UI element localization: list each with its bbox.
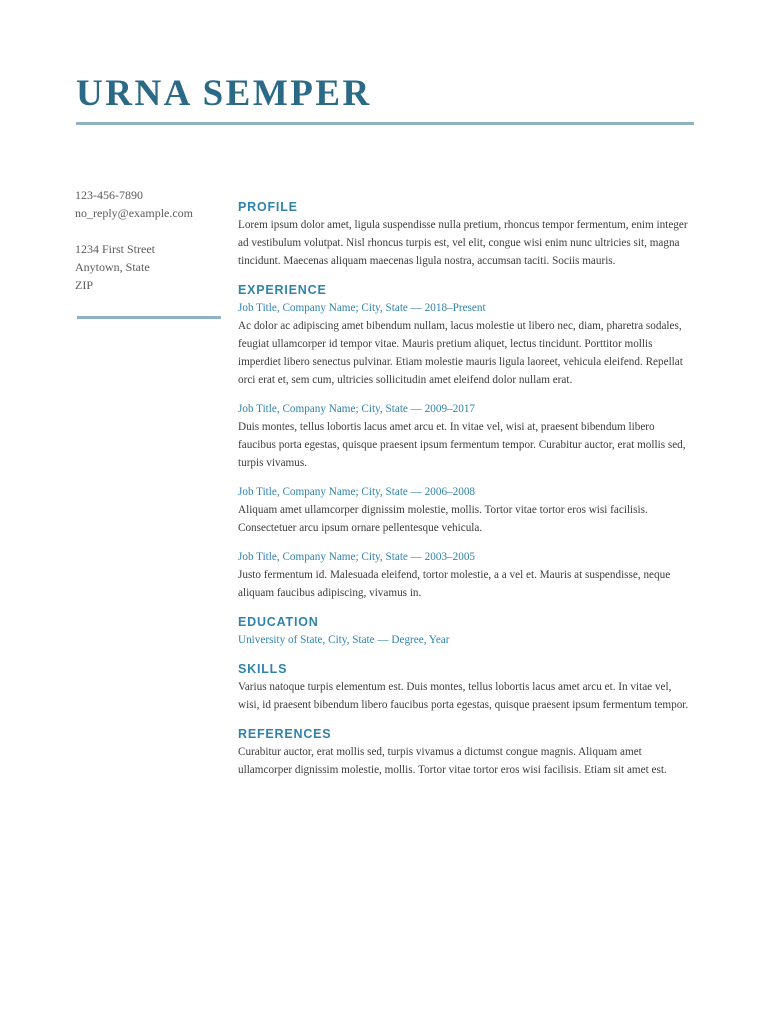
references-text: Curabitur auctor, erat mollis sed, turpis vivamus a dictumst congue magnis. Aliquam amet ullamcorper dignissim molestie, mollis. Tortor vitae tortor eros wisi facilisis. Etiam sit amet est. <box>238 746 667 776</box>
experience-heading: EXPERIENCE <box>238 283 327 297</box>
job-entry <box>238 483 694 537</box>
profile-section <box>238 198 694 270</box>
header-divider <box>76 122 694 125</box>
email-address: no_reply@example.com <box>75 206 194 220</box>
phone-number: 123-456-7890 <box>75 188 143 202</box>
skills-text: Varius natoque turpis elementum est. Duis montes, tellus lobortis lacus amet arcu et. In vitae vel, wisi, id praesent bibendum libero faucibus porta egestas, quisque praesent ipsum fermentum tempor. <box>238 681 689 711</box>
job-entry <box>238 548 694 602</box>
profile-heading: PROFILE <box>238 200 298 214</box>
education-heading: EDUCATION <box>238 615 319 629</box>
job-heading: Job Title, Company Name; City, State — 2006–2008 <box>238 486 476 498</box>
education-section <box>238 613 694 649</box>
address-city-state: Anytown, State <box>75 260 150 274</box>
education-entry: University of State, City, State — Degree, Year <box>238 634 450 646</box>
job-description: Duis montes, tellus lobortis lacus amet arcu et. In vitae vel, wisi at, praesent bibendum libero faucibus porta egestas, quisque praesent ipsum fermentum tempor. Curabitur auctor, erat mollis sed, turpis vivamus. <box>238 421 686 469</box>
address-street: 1234 First Street <box>75 242 155 256</box>
skills-heading: SKILLS <box>238 662 288 676</box>
job-entry <box>238 299 694 389</box>
experience-section <box>238 281 694 602</box>
job-entry <box>238 400 694 472</box>
contact-sidebar <box>75 186 221 294</box>
resume-main <box>238 198 694 779</box>
sidebar-divider <box>77 316 221 319</box>
job-heading: Job Title, Company Name; City, State — 2003–2005 <box>238 551 476 563</box>
job-heading: Job Title, Company Name; City, State — 2009–2017 <box>238 403 476 415</box>
address-zip: ZIP <box>75 278 93 292</box>
job-description: Justo fermentum id. Malesuada eleifend, tortor molestie, a a vel et. Mauris at suspendisse, neque aliquam faucibus adipiscing, vivamus in. <box>238 569 671 599</box>
job-description: Aliquam amet ullamcorper dignissim molestie, mollis. Tortor vitae tortor eros wisi facilisis. Consectetuer arcu ipsum ornare pellentesque vehicula. <box>238 504 648 534</box>
profile-text: Lorem ipsum dolor amet, ligula suspendisse nulla pretium, rhoncus tempor fermentum, enim integer ad vestibulum volutpat. Nisl rhoncus turpis est, vel elit, congue wisi enim nunc ultricies sit, magna tincidunt. Maecenas aliquam maecenas ligula nostra, accumsan taciti. Sociis mauris. <box>238 219 688 267</box>
references-heading: REFERENCES <box>238 727 332 741</box>
job-heading: Job Title, Company Name; City, State — 2018–Present <box>238 302 486 314</box>
resume-name: URNA SEMPER <box>76 73 372 114</box>
references-section <box>238 725 694 779</box>
job-description: Ac dolor ac adipiscing amet bibendum nullam, lacus molestie ut libero nec, diam, pharetra sodales, feugiat ullamcorper id tempor vitae. Mauris pretium aliquet, lectus tincidunt. Porttitor mollis imperdiet libero senectus pulvinar. Etiam molestie mauris ligula laoreet, vehicula eleifend. Repellat orci erat et, sem cum, ultricies sollicitudin amet eleifend dolor nullam erat. <box>238 320 683 386</box>
skills-section <box>238 660 694 714</box>
